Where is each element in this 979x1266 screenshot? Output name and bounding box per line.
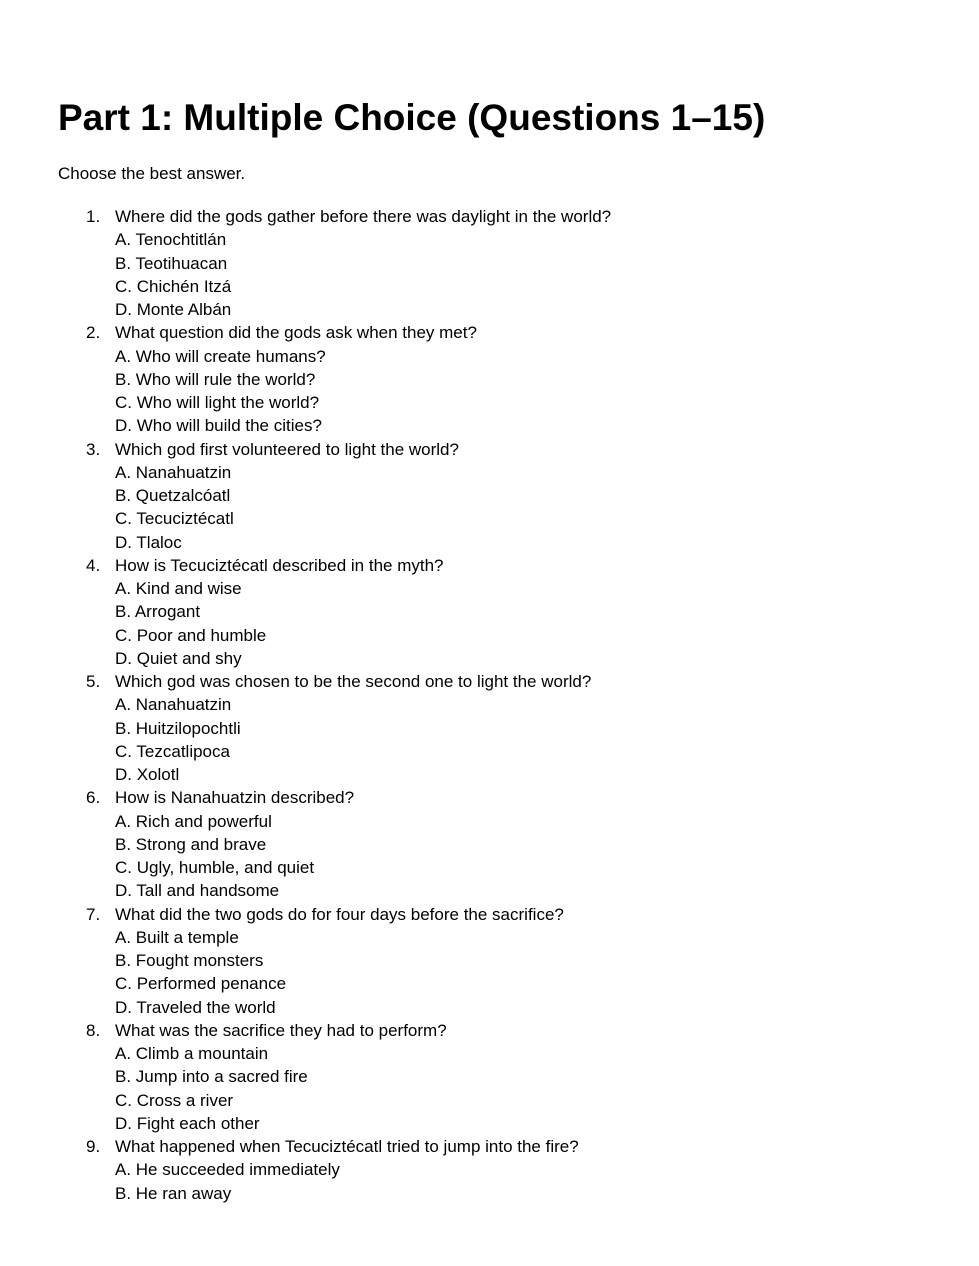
question-number: 5. (86, 672, 101, 691)
question-text: Which god first volunteered to light the world? (115, 439, 459, 459)
answer-option: A. Built a temple (115, 927, 239, 947)
question-item (58, 205, 611, 321)
question-item (58, 438, 611, 554)
answer-option: B. Fought monsters (115, 951, 264, 970)
answer-option: A. Nanahuatzin (115, 695, 232, 715)
question-text: What did the two gods do for four days before the sacrifice? (115, 904, 564, 924)
answer-options (115, 693, 611, 786)
answer-option: D. Tlaloc (115, 532, 182, 552)
question-item (58, 670, 611, 786)
answer-options (115, 810, 611, 903)
answer-options (115, 926, 611, 1019)
answer-option: B. Huitzilopochtli (115, 718, 241, 738)
question-item (58, 786, 611, 902)
answer-option: A. He succeeded immediately (115, 1160, 340, 1180)
answer-option: C. Performed penance (115, 974, 287, 994)
answer-options (115, 1042, 611, 1135)
question-text: Which god was chosen to be the second one to light the world? (115, 672, 592, 691)
answer-options (115, 461, 611, 554)
answer-option: A. Climb a mountain (115, 1044, 269, 1063)
answer-option: C. Tecuciztécatl (115, 509, 234, 529)
question-text: How is Tecuciztécatl described in the myth? (115, 555, 444, 575)
answer-option: B. Jump into a sacred fire (115, 1067, 308, 1087)
instructions: Choose the best answer. (58, 164, 246, 183)
question-item (58, 903, 611, 1019)
question-number: 6. (86, 788, 101, 808)
question-item (58, 1019, 611, 1135)
answer-option: B. Arrogant (115, 602, 201, 622)
answer-option: A. Tenochtitlán (115, 230, 227, 250)
page-title: Part 1: Multiple Choice (Questions 1–15) (58, 97, 766, 138)
answer-option: D. Who will build the cities? (115, 416, 322, 436)
answer-options (115, 345, 611, 438)
answer-option: B. He ran away (115, 1183, 232, 1203)
answer-option: D. Fight each other (115, 1113, 260, 1133)
question-item (58, 1135, 611, 1205)
answer-option: A. Who will create humans? (115, 346, 326, 366)
question-number: 9. (86, 1137, 101, 1156)
answer-option: C. Chichén Itzá (115, 276, 232, 296)
answer-option: B. Strong and brave (115, 834, 267, 854)
answer-option: B. Teotihuacan (115, 253, 228, 273)
question-text: How is Nanahuatzin described? (115, 788, 355, 808)
answer-option: C. Tezcatlipoca (115, 741, 230, 761)
answer-option: C. Who will light the world? (115, 393, 320, 412)
answer-option: B. Quetzalcóatl (115, 486, 231, 505)
answer-options (115, 577, 611, 670)
answer-option: D. Monte Albán (115, 300, 232, 319)
answer-option: D. Tall and handsome (115, 881, 280, 901)
question-text: What happened when Tecuciztécatl tried to jump into the fire? (115, 1137, 579, 1156)
question-text: What was the sacrifice they had to perform? (115, 1020, 447, 1040)
answer-options (115, 1158, 611, 1205)
question-item (58, 554, 611, 670)
question-number: 4. (86, 555, 101, 575)
question-text: What question did the gods ask when they met? (115, 323, 477, 343)
answer-options (115, 228, 611, 321)
answer-option: D. Traveled the world (115, 997, 276, 1017)
answer-option: D. Xolotl (115, 765, 180, 784)
question-item (58, 321, 611, 437)
answer-option: A. Rich and powerful (115, 811, 272, 831)
question-number: 8. (86, 1020, 101, 1040)
answer-option: C. Ugly, humble, and quiet (115, 858, 315, 877)
answer-option: C. Cross a river (115, 1090, 234, 1110)
answer-option: C. Poor and humble (115, 625, 267, 645)
answer-option: D. Quiet and shy (115, 648, 242, 668)
question-number: 3. (86, 439, 101, 459)
answer-option: A. Kind and wise (115, 579, 242, 598)
question-text: Where did the gods gather before there was daylight in the world? (115, 207, 612, 226)
answer-option: A. Nanahuatzin (115, 462, 232, 482)
question-number: 2. (86, 323, 101, 343)
answer-option: B. Who will rule the world? (115, 369, 316, 389)
question-number: 7. (86, 904, 101, 924)
question-list (58, 205, 611, 1205)
question-number: 1. (86, 207, 101, 226)
